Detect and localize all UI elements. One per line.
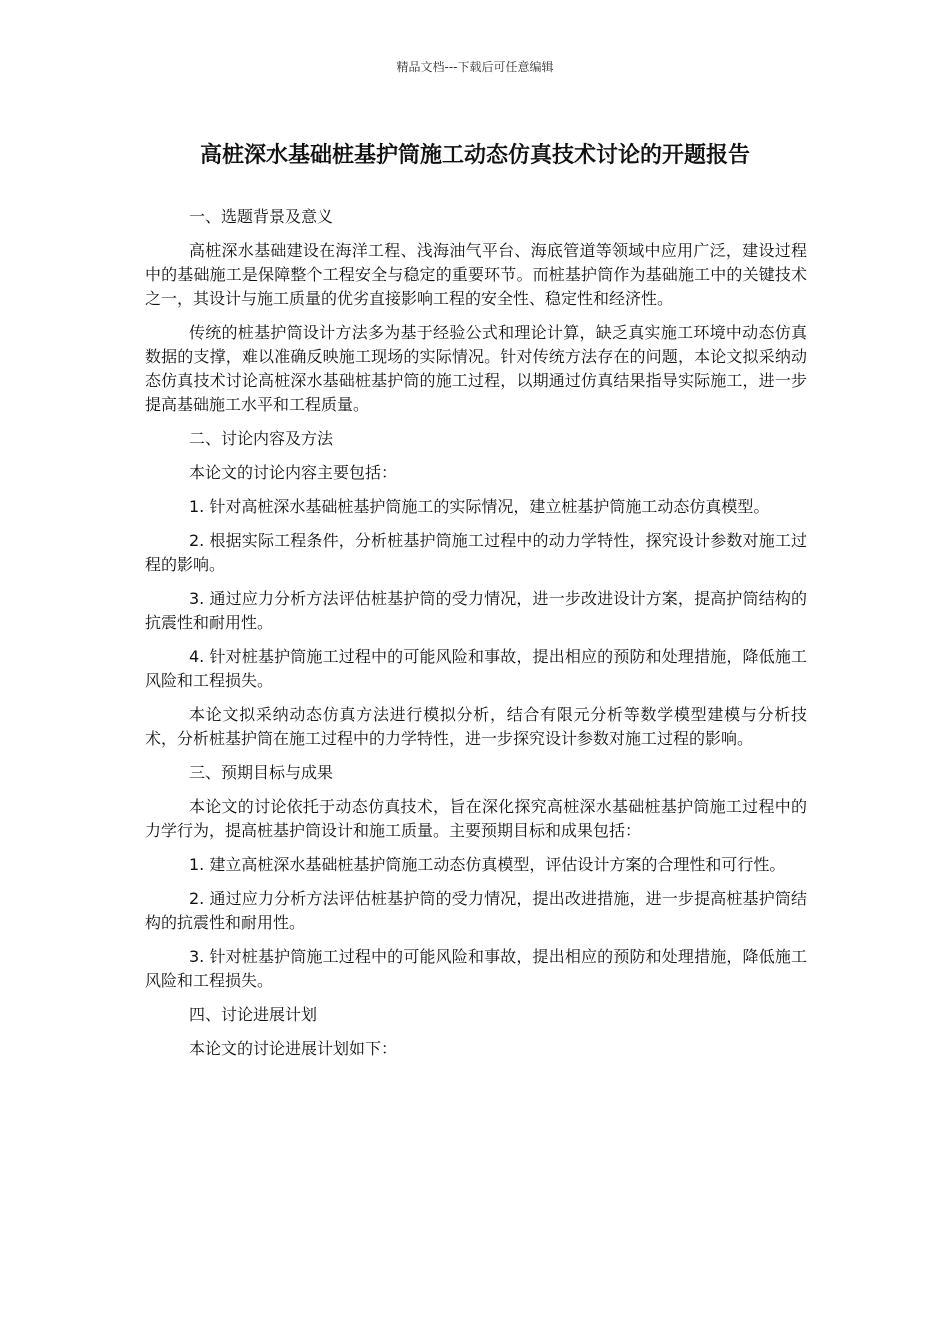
list-item-content-3: 3. 通过应力分析方法评估桩基护筒的受力情况，进一步改进设计方案，提高护筒结构的抗震性和耐用性。 bbox=[145, 589, 807, 632]
list-item-content-1: 1. 针对高桩深水基础桩基护筒施工的实际情况，建立桩基护筒施工动态仿真模型。 bbox=[189, 497, 770, 516]
list-item-goal-3: 3. 针对桩基护筒施工过程中的可能风险和事故，提出相应的预防和处理措施，降低施工风险和工程损失。 bbox=[145, 947, 807, 990]
list-item-goal-1: 1. 建立高桩深水基础桩基护筒施工动态仿真模型，评估设计方案的合理性和可行性。 bbox=[189, 855, 786, 874]
header-note: 精品文档---下载后可任意编辑 bbox=[396, 60, 554, 74]
list-item-goal-2: 2. 通过应力分析方法评估桩基护筒的受力情况，提出改进措施，进一步提高桩基护筒结构的抗震性和耐用性。 bbox=[145, 889, 807, 932]
section-heading-3: 三、预期目标与成果 bbox=[189, 763, 334, 782]
section-heading-1: 一、选题背景及意义 bbox=[189, 207, 334, 226]
section-heading-2: 二、讨论内容及方法 bbox=[189, 429, 334, 448]
document-title: 高桩深水基础桩基护筒施工动态仿真技术讨论的开题报告 bbox=[199, 143, 750, 168]
paragraph-goals-intro: 本论文的讨论依托于动态仿真技术，旨在深化探究高桩深水基础桩基护筒施工过程中的力学行为，提高桩基护筒设计和施工质量。主要预期目标和成果包括： bbox=[145, 797, 807, 840]
paragraph-plan-intro: 本论文的讨论进展计划如下： bbox=[189, 1039, 398, 1058]
paragraph-content-intro: 本论文的讨论内容主要包括： bbox=[189, 463, 398, 482]
list-item-content-4: 4. 针对桩基护筒施工过程中的可能风险和事故，提出相应的预防和处理措施，降低施工风险和工程损失。 bbox=[145, 647, 807, 690]
paragraph-background: 高桩深水基础建设在海洋工程、浅海油气平台、海底管道等领域中应用广泛，建设过程中的基础施工是保障整个工程安全与稳定的重要环节。而桩基护筒作为基础施工中的关键技术之一，其设计与施工质量的优劣直接影响工程的安全性、稳定性和经济性。 bbox=[145, 241, 807, 308]
document-body bbox=[145, 205, 807, 1071]
list-item-content-2: 2. 根据实际工程条件，分析桩基护筒施工过程中的动力学特性，探究设计参数对施工过程的影响。 bbox=[145, 531, 807, 574]
paragraph-traditional-method: 传统的桩基护筒设计方法多为基于经验公式和理论计算，缺乏真实施工环境中动态仿真数据的支撑，难以准确反映施工现场的实际情况。针对传统方法存在的问题，本论文拟采纳动态仿真技术讨论高桩深水基础桩基护筒的施工过程，以期通过仿真结果指导实际施工，进一步提高基础施工水平和工程质量。 bbox=[145, 323, 807, 414]
paragraph-method: 本论文拟采纳动态仿真方法进行模拟分析，结合有限元分析等数学模型建模与分析技术，分析桩基护筒在施工过程中的力学特性，进一步探究设计参数对施工过程的影响。 bbox=[145, 705, 807, 748]
section-heading-4: 四、讨论进展计划 bbox=[189, 1005, 318, 1024]
